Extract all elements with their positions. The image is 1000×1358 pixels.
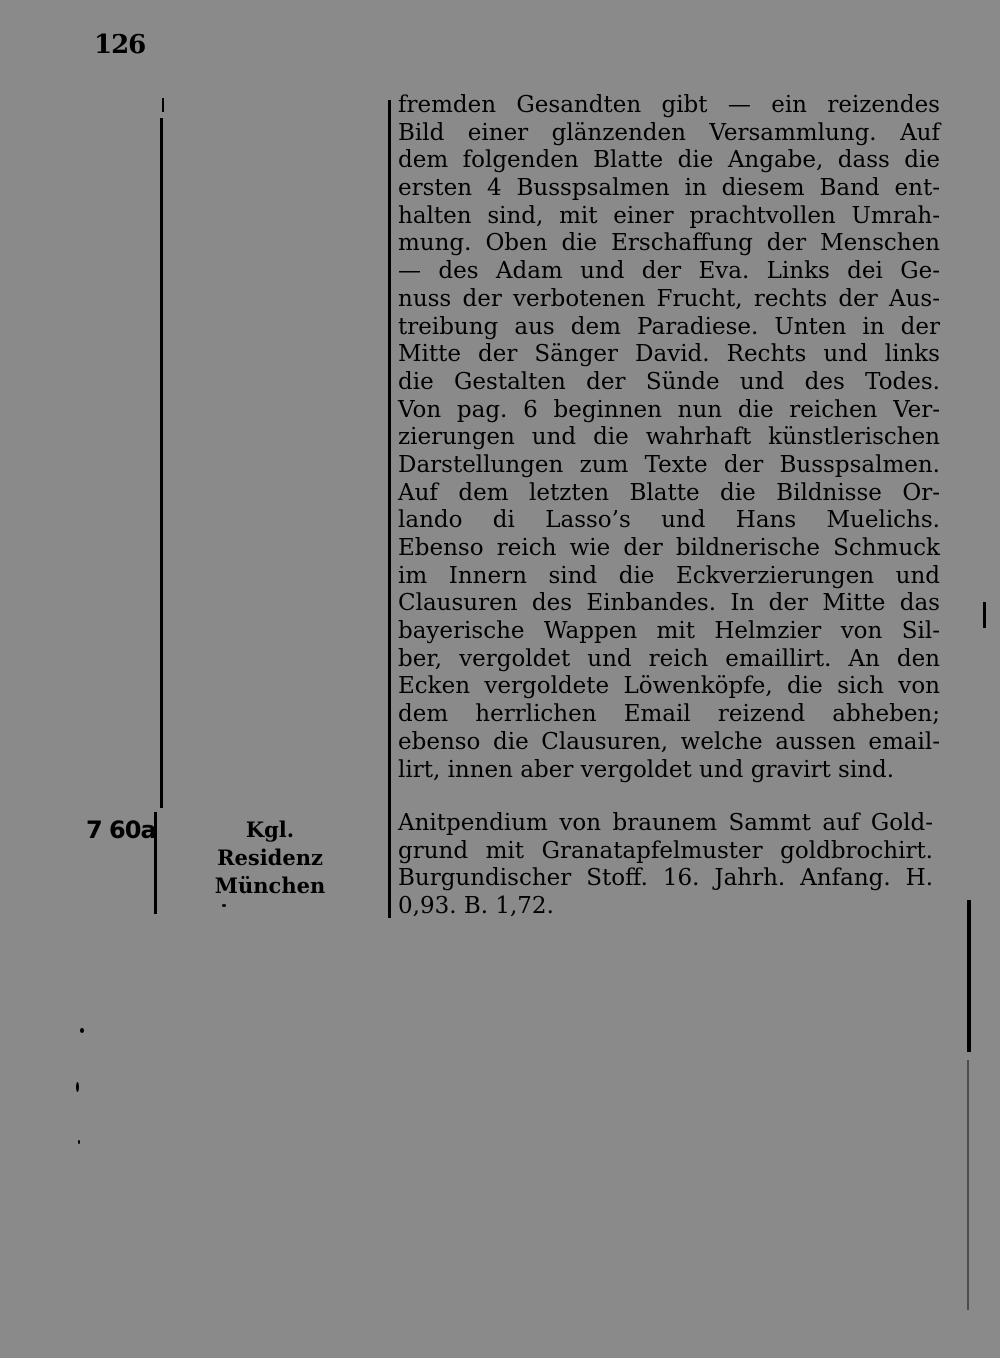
text-line: halten sind, mit einer prachtvollen Umrah- [398, 202, 940, 229]
text-line: Darstellungen zum Texte der Busspsalmen. [398, 451, 940, 478]
right-margin-rule-faint [967, 1060, 969, 1310]
text-line: fremden Gesandten gibt — ein reizendes [398, 92, 940, 118]
text-line: die Gestalten der Sünde und des Todes. [398, 368, 940, 395]
text-line: — des Adam und der Eva. Links dei Ge- [398, 258, 940, 285]
margin-speck [76, 1082, 79, 1092]
text-line: Burgundischer Stoff. 16. Jahrh. Anfang. H. [398, 865, 933, 892]
text-line: ber, vergoldet und reich emaillirt. An den [398, 645, 940, 672]
text-line: treibung aus dem Paradiese. Unten in der [398, 313, 940, 340]
text-line: Mitte der Sänger David. Rechts und links [398, 341, 940, 368]
text-line: Ecken vergoldete Löwenköpfe, die sich von [398, 673, 940, 700]
left-column-rule-tick [162, 98, 164, 112]
text-line: bayerische Wappen mit Helmzier von Sil- [398, 618, 940, 645]
text-line: grund mit Granatapfelmuster goldbrochirt. [398, 837, 933, 864]
location-line: München [214, 873, 326, 898]
entry-location [190, 816, 350, 900]
text-line: dem herrlichen Email reizend abheben; [398, 701, 940, 728]
text-line: 0,93. B. 1,72. [398, 893, 554, 920]
margin-speck [80, 1028, 84, 1033]
location-line: Kgl. Residenz [217, 817, 323, 870]
right-margin-rule-long [967, 900, 971, 1052]
entry-number: 7 60a [86, 816, 156, 844]
text-line: Ebenso reich wie der bildnerische Schmuck [398, 535, 940, 561]
text-line: Von pag. 6 beginnen nun die reichen Ver- [398, 396, 940, 423]
text-line: Auf dem letzten Blatte die Bildnisse Or- [398, 479, 940, 506]
left-column-rule-top [160, 118, 163, 808]
text-line: im Innern sind die Eckverzierungen und [398, 562, 940, 589]
right-margin-rule-short [983, 602, 986, 628]
text-line: lando di Lasso’s und Hans Muelichs. [398, 507, 940, 534]
text-line: Bild einer glänzenden Versammlung. Auf [398, 119, 940, 146]
continued-description [398, 92, 940, 784]
margin-speck [222, 904, 226, 907]
text-line: mung. Oben die Erschaffung der Menschen [398, 230, 940, 257]
page-number: 126 [94, 30, 146, 60]
text-line: dem folgenden Blatte die Angabe, dass die [398, 147, 940, 174]
margin-speck [78, 1140, 80, 1144]
text-line: lirt, innen aber vergoldet und gravirt sind. [398, 756, 895, 783]
text-line: Clausuren des Einbandes. In der Mitte das [398, 590, 940, 617]
text-line: ersten 4 Busspsalmen in diesem Band ent- [398, 175, 940, 202]
text-line: nuss der verbotenen Frucht, rechts der Aus- [398, 285, 940, 312]
text-line: zierungen und die wahrhaft künstlerischen [398, 424, 940, 451]
entry-description [398, 810, 933, 921]
middle-column-rule [388, 100, 391, 918]
text-line: Anitpendium von braunem Sammt auf Gold- [398, 810, 933, 836]
text-line: ebenso die Clausuren, welche aussen email- [398, 728, 940, 755]
